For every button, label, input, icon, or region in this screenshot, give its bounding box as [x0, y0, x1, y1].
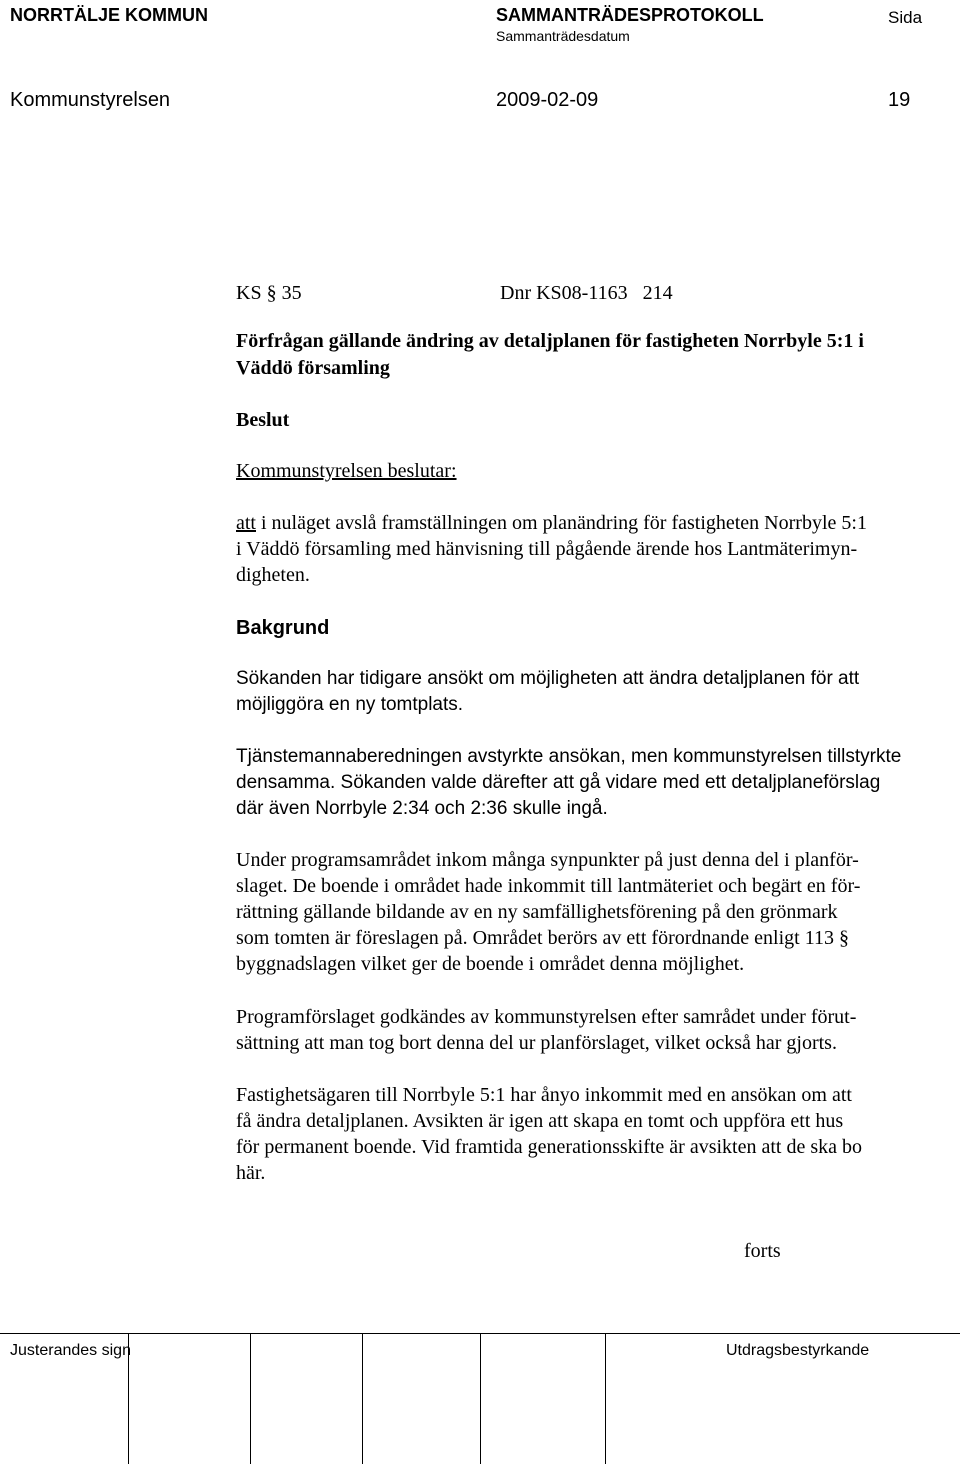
page-label: Sida — [888, 8, 923, 27]
page-number: 19 — [888, 89, 911, 111]
decision-line-2: i Väddö församling med hänvisning till pågående ärende hos Lantmäterimyn- — [236, 538, 858, 560]
signature-cell-5 — [480, 1334, 606, 1464]
dnr-code: 214 — [642, 282, 673, 304]
case-title-line-2: Väddö församling — [236, 357, 390, 379]
beslut-heading: Beslut — [236, 409, 290, 431]
justerandes-sign-label: Justerandes sign — [10, 1342, 131, 1359]
dnr-number: Dnr KS08-1163 — [500, 282, 628, 304]
section-symbol: § — [266, 282, 277, 304]
case-reference — [236, 280, 302, 306]
decider-label — [236, 458, 457, 484]
bakgrund-paragraph-2: Tjänstemannaberedningen avstyrkte ansökan, men kommunstyrelsen tillstyrkte densamma. Sökanden valde därefter att gå vidare med ett detaljplaneförslag där även Norrbyle 2:34 och 2:36 skulle ingå. — [236, 746, 902, 819]
meeting-date-label: Sammanträdesdatum — [496, 28, 630, 44]
document-type: SAMMANTRÄDESPROTOKOLL — [496, 5, 764, 25]
bakgrund-paragraph-4: Programförslaget godkändes av kommunstyrelsen efter samrådet under förut- sättning att man tog bort denna del ur planförslaget, vilket också har gjorts. — [236, 1006, 857, 1054]
signature-cell-4 — [362, 1334, 481, 1464]
case-title-line-1: Förfrågan gällande ändring av detaljplanen för fastigheten Norrbyle 5:1 i — [236, 330, 864, 352]
dnr-reference — [500, 280, 673, 306]
ks-label: KS — [236, 282, 262, 304]
continued-marker: forts — [744, 1240, 781, 1262]
bakgrund-paragraph-3: Under programsamrådet inkom många synpunkter på just denna del i planför- slaget. De boende i området hade inkommit till lantmäteriet och begärt en för- rättning gällande bildande av en ny samfällighetsförening på den grönmark som tomten är föreslagen på. Området berörs av ett förordnande enligt 113 § byggnadslagen vilket ger de boende i området denna möjlighet. — [236, 849, 861, 975]
signature-footer — [0, 1333, 960, 1464]
decision-line-1: att i nuläget avslå framställningen om planändring för fastigheten Norrbyle 5:1 — [236, 512, 867, 534]
ks-number: 35 — [281, 282, 302, 304]
utdragsbestyrkande-label: Utdragsbestyrkande — [726, 1342, 870, 1359]
signature-cell-2 — [128, 1334, 251, 1464]
committee-name: Kommunstyrelsen — [10, 89, 171, 111]
bakgrund-paragraph-1: Sökanden har tidigare ansökt om möjligheten att ändra detaljplanen för att möjliggöra en ny tomtplats. — [236, 668, 860, 715]
att-word: att — [236, 512, 256, 534]
decider-text: Kommunstyrelsen beslutar: — [236, 460, 457, 482]
signature-cell-3 — [250, 1334, 363, 1464]
municipality-name: NORRTÄLJE KOMMUN — [10, 5, 208, 25]
bakgrund-paragraph-5: Fastighetsägaren till Norrbyle 5:1 har ånyo inkommit med en ansökan om att få ändra detaljplanen. Avsikten är igen att skapa en tomt och uppföra ett hus för permanent boende. Vid framtida generationsskifte är avsikten att de ska bo här. — [236, 1084, 862, 1184]
bakgrund-heading: Bakgrund — [236, 617, 330, 639]
decision-line-3: digheten. — [236, 564, 310, 586]
decision-text — [236, 510, 936, 588]
meeting-date: 2009-02-09 — [496, 89, 599, 111]
